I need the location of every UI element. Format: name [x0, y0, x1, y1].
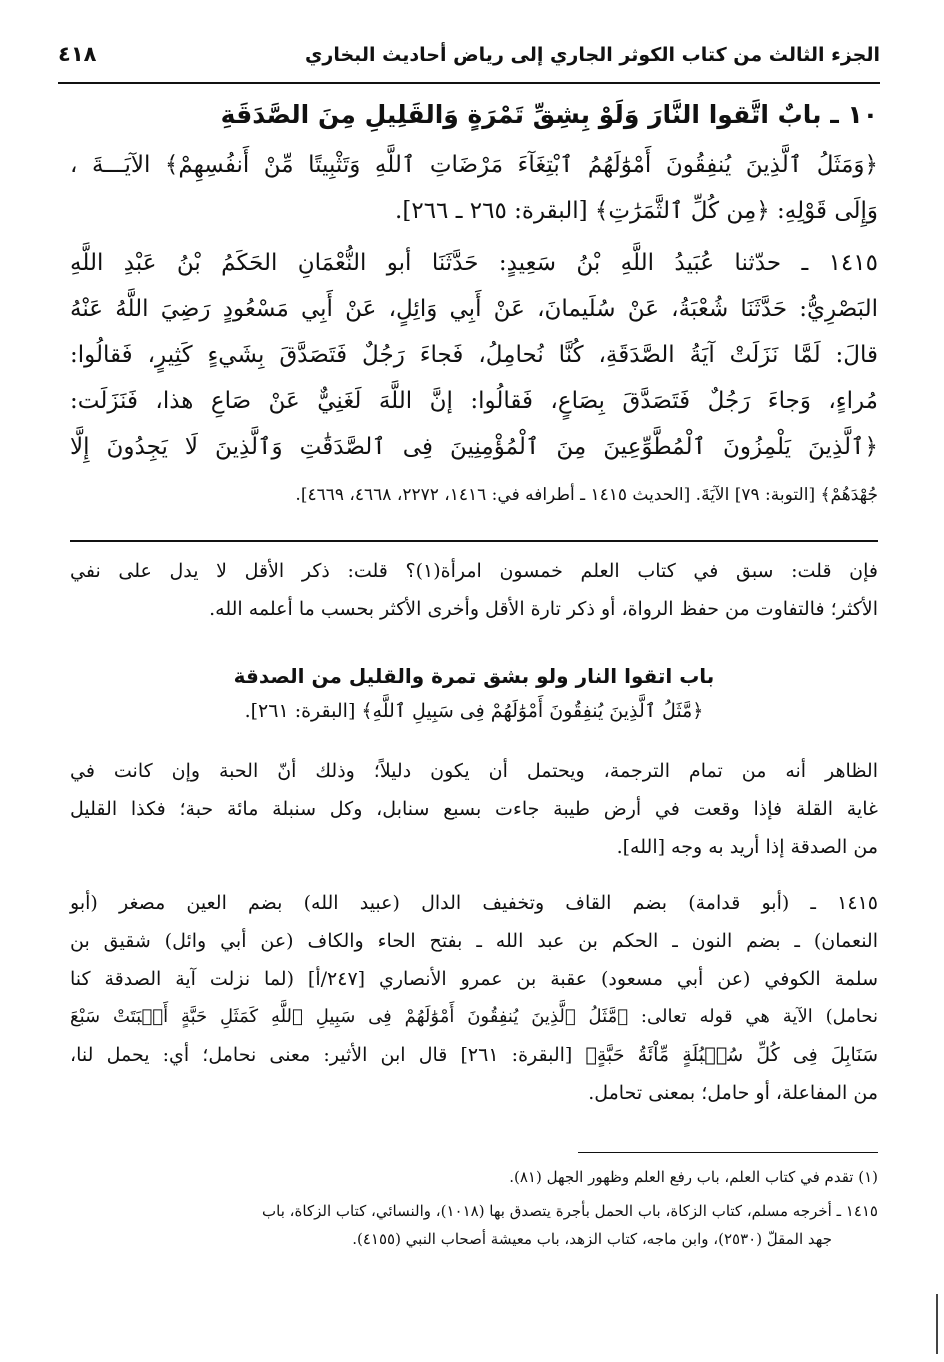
- running-title: الجزء الثالث من كتاب الكوثر الجاري إلى رياض أحاديث البخاري: [304, 44, 880, 66]
- subheading-verse: ﴿مَّثَلُ ٱلَّذِينَ يُنفِقُونَ أَمْوَٰلَهُمْ فِى سَبِيلِ ٱللَّهِ﴾ [البقرة: ٢٦١].: [244, 700, 704, 722]
- footnote-item: (١) تقدم في كتاب العلم، باب رفع العلم وظهور الجهل (٨١).: [509, 1168, 878, 1186]
- commentary-line: سلمة الكوفي (عن أبي مسعود) عقبة بن عمرو الأنصاري [٢٤٧/أ] (لما نزلت آية الصدقة كنا: [70, 968, 878, 990]
- hadith-line: ﴿وَمَثَلُ ٱلَّذِينَ يُنفِقُونَ أَمْوَٰلَهُمُ ٱبْتِغَآءَ مَرْضَاتِ ٱللَّهِ وَتَثْبِيتًا مِّنْ أَنفُسِهِمْ﴾ الآيَـــةَ ،: [70, 152, 878, 178]
- commentary-line: النعمان) ـ بضم النون ـ الحكم بن عبد الله ـ بفتح الحاء والكاف (عن أبي وائل) شقيق بن: [70, 930, 878, 952]
- commentary-line: من المفاعلة، أو حامل؛ بمعنى تحامل.: [588, 1082, 878, 1104]
- hadith-line: قالَ: لَمَّا نَزَلَتْ آيَةُ الصَّدَقَةِ، كُنَّا نُحامِلُ، فَجاءَ رَجُلٌ فَتَصَدَّقَ بِشَيءٍ كَثِيرٍ، فَقالُوا:: [70, 342, 878, 368]
- hadith-line: جُهْدَهُمْ﴾ [التوبة: ٧٩] الآيَةَ. [الحديث ١٤١٥ ـ أطرافه في: ١٤١٦، ٢٢٧٢، ٤٦٦٨، ٤٦٦٩].: [295, 485, 878, 505]
- commentary-line: الظاهر أنه من تمام الترجمة، ويحتمل أن يكون دليلاً؛ وذلك أنّ الحبة وإن كانت في: [70, 760, 878, 782]
- commentary-line: الأكثر؛ فالتفاوت من حفظ الرواة، أو ذكر تارة الأقل وأخرى الأكثر بحسب ما أعلمه الله.: [209, 598, 878, 620]
- footnote-divider: [578, 1152, 878, 1153]
- hadith-line: وَإِلَى قَوْلِهِ: ﴿مِن كُلِّ ٱلثَّمَرَٰتِ﴾ [البقرة: ٢٦٥ ـ ٢٦٦].: [395, 198, 878, 224]
- footnotes: [70, 1168, 878, 1278]
- hadith-line: مُراءٍ، وَجاءَ رَجُلٌ فَتَصَدَّقَ بِصَاعٍ، فَقالُوا: إنَّ اللَّهَ لَغَنِيٌّ عَنْ صَاعِ هذا، فَنَزَلَت:: [70, 388, 878, 414]
- commentary-line: سَنَابِلَ فِى كُلِّ سُنۢبُلَةٍ مِّاْئَةُ حَبَّةٍ﴾ [البقرة: ٢٦١] قال ابن الأثير: معنى نحامل؛ أي: يحمل لنا،: [70, 1044, 878, 1066]
- hadith-line: ١٤١٥ ـ حدّثنا عُبَيدُ اللَّهِ بْنُ سَعِيدٍ: حَدَّثَنَا أبو النُّعْمَانِ الحَكَمُ بْنُ عَبْدِ اللَّهِ: [70, 250, 878, 276]
- commentary-line: نحامل) الآية هي قوله تعالى: ﴿مَّثَلُ ٱلَّذِينَ يُنفِقُونَ أَمْوَٰلَهُمْ فِى سَبِيلِ ٱللَّهِ كَمَثَلِ حَبَّةٍ أَنۢبَتَتْ سَبْعَ: [70, 1006, 878, 1027]
- commentary-line: فإن قلت: سبق في كتاب العلم خمسون امرأة(١)؟ قلت: ذكر الأقل لا يدل على نفي: [70, 560, 878, 582]
- commentary-line: غاية القلة فإذا وقعت في أرض طيبة جاءت بسبع سنابل، وكل سنبلة مائة حبة؛ فكذا القليل: [70, 798, 878, 820]
- page-number: ٤١٨: [58, 42, 97, 66]
- running-header: [58, 38, 880, 84]
- commentary-section: [70, 560, 878, 1120]
- commentary-subheading: باب اتقوا النار ولو بشق تمرة والقليل من الصدقة: [233, 664, 715, 688]
- commentary-line: من الصدقة إذا أريد به وجه [الله].: [616, 836, 878, 858]
- section-divider: [70, 540, 878, 542]
- hadith-line: ﴿ٱلَّذِينَ يَلْمِزُونَ ٱلْمُطَّوِّعِينَ مِنَ ٱلْمُؤْمِنِينَ فِى ٱلصَّدَقَٰتِ وَٱلَّذِينَ لَا يَجِدُونَ إِلَّا: [70, 434, 878, 460]
- hadith-line: البَصْرِيُّ: حَدَّثَنَا شُعْبَةُ، عَنْ سُلَيمانَ، عَنْ أَبِي وَائِلٍ، عَنْ أَبِي مَسْعُودٍ رَضِيَ اللَّهُ عَنْهُ: [70, 296, 878, 322]
- footnote-item: ١٤١٥ ـ أخرجه مسلم، كتاب الزكاة، باب الحمل بأجرة يتصدق بها (١٠١٨)، والنسائي، كتاب الزكاة، باب: [262, 1202, 878, 1220]
- footnote-item: جهد المقلّ (٢٥٣٠)، وابن ماجه، كتاب الزهد، باب معيشة أصحاب النبي (٤١٥٥).: [352, 1230, 832, 1248]
- chapter-heading: ١٠ ـ بابٌ اتَّقوا النَّارَ وَلَوْ بِشِقِّ تَمْرَةٍ وَالقَلِيلِ مِنَ الصَّدَقَةِ: [220, 100, 878, 129]
- commentary-line: ١٤١٥ ـ (أبو قدامة) بضم القاف وتخفيف الدال (عبيد الله) بضم العين مصغر (أبو: [70, 892, 878, 914]
- hadith-section: [70, 100, 878, 540]
- scan-edge-mark: [936, 1294, 938, 1354]
